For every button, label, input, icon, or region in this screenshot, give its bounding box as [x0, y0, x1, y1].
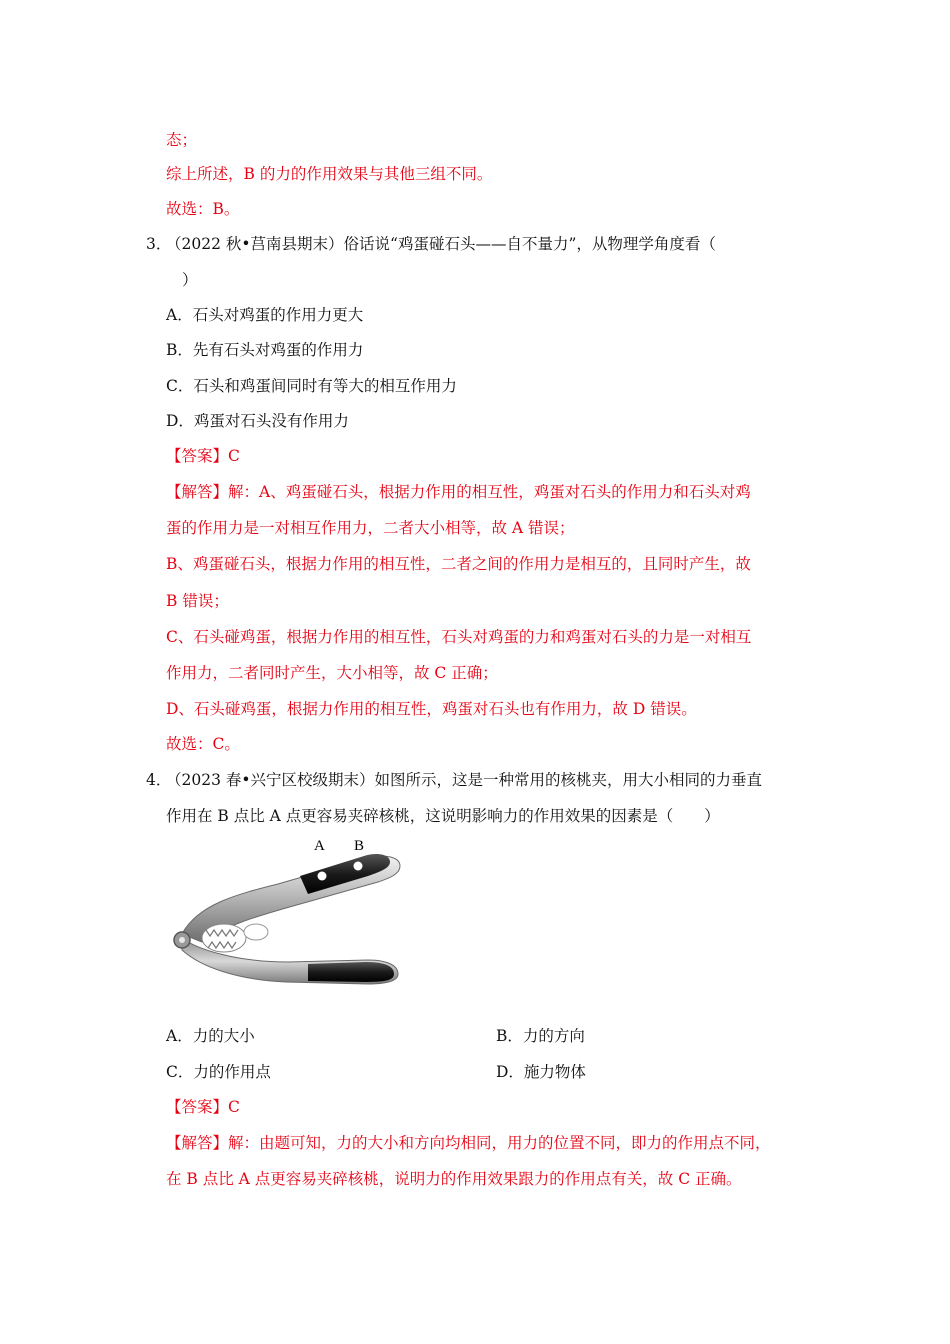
- question-3-option-c: C．石头和鸡蛋间同时有等大的相互作用力: [166, 377, 457, 395]
- question-3-option-b: B．先有石头对鸡蛋的作用力: [166, 341, 364, 359]
- question-3-answer: 【答案】C: [166, 447, 240, 465]
- question-3-analysis-line: 作用力，二者同时产生，大小相等，故 C 正确；: [166, 664, 498, 682]
- question-3-stem-line1: （2022 秋•莒南县期末）俗话说“鸡蛋碰石头——自不量力”，从物理学角度看（: [166, 235, 716, 253]
- question-4-stem-line1: （2023 春•兴宁区校级期末）如图所示，这是一种常用的核桃夹，用大小相同的力垂直: [166, 771, 763, 789]
- figure-label-b: B: [354, 838, 365, 854]
- prev-choice-line: 故选：B。: [166, 200, 240, 218]
- question-3-choice: 故选：C。: [166, 735, 240, 753]
- question-3-analysis-line: B、鸡蛋碰石头，根据力作用的相互性，二者之间的作用力是相互的，且同时产生，故: [166, 555, 751, 573]
- point-a-marker: [318, 872, 327, 881]
- question-3-option-a: A．石头对鸡蛋的作用力更大: [166, 306, 364, 324]
- question-4-option-c: C．力的作用点: [166, 1063, 271, 1081]
- point-b-marker: [354, 862, 363, 871]
- question-3-analysis-line: B 错误；: [166, 592, 229, 610]
- question-3-analysis-line: C、石头碰鸡蛋，根据力作用的相互性，石头对鸡蛋的力和鸡蛋对石头的力是一对相互: [166, 628, 752, 646]
- question-4-analysis-line: 【解答】解：由题可知，力的大小和方向均相同，用力的位置不同，即力的作用点不同，: [166, 1134, 771, 1152]
- question-4-option-a: A．力的大小: [166, 1027, 255, 1045]
- question-4-stem-line2: 作用在 B 点比 A 点更容易夹碎核桃，这说明影响力的作用效果的因素是（ ）: [166, 807, 720, 825]
- prev-analysis-line: 态；: [166, 131, 198, 149]
- prev-summary-line: 综上所述，B 的力的作用效果与其他三组不同。: [166, 165, 493, 183]
- figure-label-a: A: [314, 838, 325, 854]
- question-4-option-b: B．力的方向: [496, 1027, 585, 1045]
- question-3-option-d: D．鸡蛋对石头没有作用力: [166, 412, 349, 430]
- question-3-analysis-line: D、石头碰鸡蛋，根据力作用的相互性，鸡蛋对石头也有作用力，故 D 错误。: [166, 700, 697, 718]
- question-4-answer: 【答案】C: [166, 1098, 240, 1116]
- question-4-analysis-line: 在 B 点比 A 点更容易夹碎核桃，说明力的作用效果跟力的作用点有关，故 C 正确。: [166, 1170, 742, 1188]
- nutcracker-illustration: [168, 834, 404, 990]
- question-3-analysis-line: 【解答】解：A、鸡蛋碰石头，根据力作用的相互性，鸡蛋对石头的作用力和石头对鸡: [166, 483, 751, 501]
- question-3-analysis-line: 蛋的作用力是一对相互作用力，二者大小相等，故 A 错误；: [166, 519, 575, 537]
- nutcracker-figure: [168, 834, 404, 990]
- question-4-option-d: D．施力物体: [496, 1063, 586, 1081]
- question-3-stem-line2: ）: [182, 271, 198, 289]
- question-3-number: 3．: [146, 235, 172, 253]
- question-4-number: 4．: [146, 771, 172, 789]
